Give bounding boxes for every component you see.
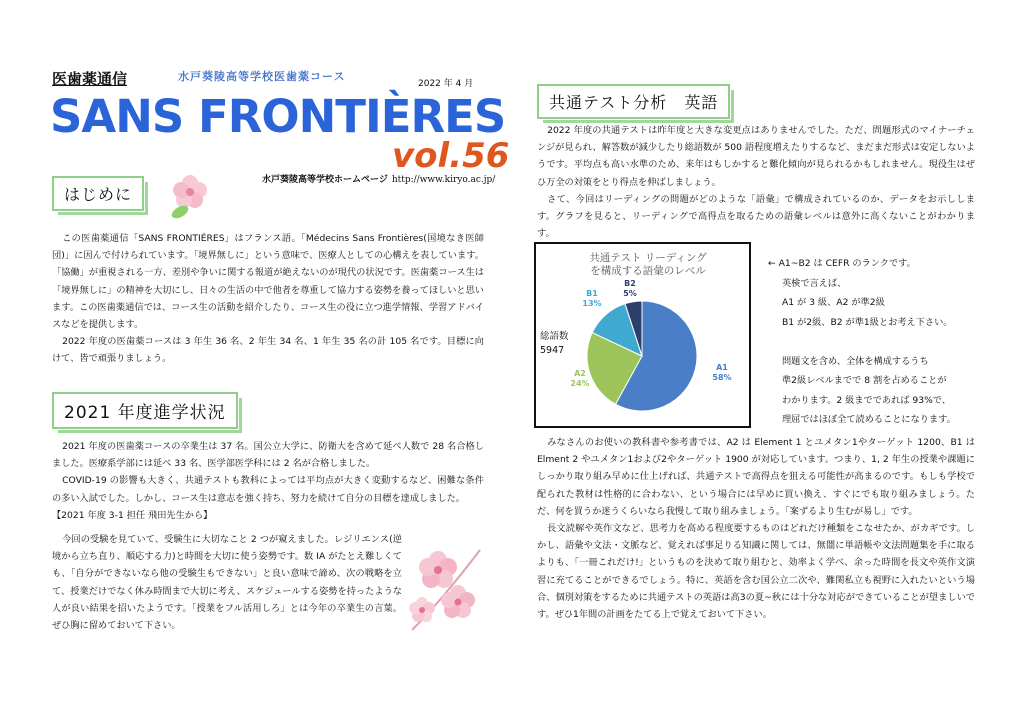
slice-name-b2: B2 — [624, 279, 636, 288]
results-paragraph-2: COVID-19 の影響も大きく、共通テストも教科によっては平均点が大きく変動するなど、困難な条件の多い入試でした。しかし、コース生は意志を強く持ち、努力を続けて自分の目標を達成しました。 — [52, 475, 484, 504]
masthead-title: SANS FRONTIÈRES — [50, 90, 506, 143]
results-paragraph-1: 2021 年度の医歯薬コースの卒業生は 37 名。国公立大学に、防衛大を含めて延べ人数で 28 名合格しました。医療系学部には延べ 33 名、医学部医学科には 2 名が合格しました。 — [52, 441, 484, 470]
side-note-line: ← A1~B2 は CEFR のランクです。 — [768, 258, 916, 269]
side-note-line: 理屈ではほぼ全て読めることになります。 — [782, 414, 956, 425]
slice-name-a1: A1 — [716, 363, 728, 372]
english-paragraph-1: 2022 年度の共通テストは昨年度と大きな変更点はありませんでした。ただ、問題形式のマイナーチェンジが見られ、解答数が減少したり総語数が 500 語程度増えたりするなど、まだまだ形式は安定しないようです。平均点も高い水準のため、来年はもしかすると難化傾向が見られるかもしれません。現役生はぜひ万全の対策をとり得点を伸ばしましょう。 — [537, 125, 975, 188]
teacher-text — [52, 531, 402, 634]
results-heading: 2021 年度進学状況 — [52, 392, 238, 429]
english-paragraph-2: さて、今回はリーディングの問題がどのような「語彙」で構成されているのか、データをお示しします。グラフを見ると、リーディングで高得点を取るための語彙レベルは意外に高くないことがわかります。 — [537, 193, 975, 240]
english-intro-text — [537, 122, 975, 242]
slice-percent-b1: 13% — [582, 299, 602, 308]
slice-name-a2: A2 — [574, 369, 586, 378]
english-heading: 共通テスト分析 英語 — [537, 84, 730, 119]
homepage-label: 水戸葵陵高等学校ホームページ — [262, 175, 388, 185]
total-words-label — [540, 330, 569, 358]
cefr-side-note — [768, 254, 978, 430]
side-note-line: A1 が 3 級、A2 が準2級 — [782, 297, 885, 308]
cherry-blossom-branch-icon — [402, 540, 484, 632]
english-paragraph-3: みなさんのお使いの教科書や参考書では、A2 は Element 1 とユメタン1やターゲット 1200、B1 は Elment 2 やユメタン1および2やターゲット 1900 が対応しています。つまり、1, 2 年生の授業や課題にしっかり取り組み早めに仕上げれば、共通テストで高得点を狙える可能性が高まるのです。もしも学校で配られた教材は性格的に合わない、という場合には早めに買い換え、すぐにでも取り組みましょう。ただ、何を買うか迷うくらいなら我慢して取り組みましょう。「案ずるより生むが易し」です。 — [537, 437, 975, 517]
slice-name-b1: B1 — [586, 289, 598, 298]
teacher-heading: 【2021 年度 3-1 担任 飛田先生から】 — [52, 509, 213, 521]
total-words-caption: 総語数 — [540, 331, 569, 342]
homepage-line — [262, 172, 495, 185]
results-text — [52, 438, 484, 524]
chart-title: 共通テスト リーディングを構成する語彙のレベル — [589, 252, 707, 277]
newsletter-kanji-title: 医歯薬通信 — [52, 70, 128, 88]
side-note-line: わかります。2 級までであれば 93%で、 — [782, 394, 951, 406]
teacher-paragraph: 今回の受験を見ていて、受験生に大切なこと 2 つが窺えました。レジリエンス(逆境から立ち直り、順応する力)と時間を大切に使う姿勢です。数 IA がたとえ難しくても、「自分ができないなら他の受験生もできない」と良い意味で諦め、次の戦略を立て、授業だけでなく休み時間まで大切に考え、スケジュールする姿勢を持ったような人が良い結果を招いたようです。「授業をフル活用しろ」とは今年の卒業生の言葉。ぜひ胸に留めておいて下さい。 — [52, 534, 402, 632]
intro-paragraph-2: 2022 年度の医歯薬コースは 3 年生 36 名、2 年生 34 名、1 年生 35 名の計 105 名です。目標に向けて、皆で頑張りましょう。 — [52, 336, 484, 365]
side-note-line: 準2級レベルまでで 8 割を占めることが — [782, 375, 947, 386]
slice-percent-b2: 5% — [623, 289, 637, 298]
volume-number: vol.56 — [392, 136, 510, 176]
intro-heading: はじめに — [52, 176, 144, 211]
side-note-line — [768, 332, 978, 352]
school-course-name: 水戸葵陵高等学校医歯薬コース — [178, 70, 346, 83]
intro-text — [52, 230, 484, 368]
homepage-url[interactable]: http://www.kiryo.ac.jp/ — [391, 175, 496, 185]
slice-percent-a1: 58% — [712, 373, 732, 382]
cherry-blossom-icon — [166, 172, 212, 220]
vocab-level-chart — [534, 242, 751, 428]
side-note-line: 英検で言えば、 — [782, 277, 847, 289]
english-advice-text — [537, 434, 975, 623]
issue-date: 2022 年 4 月 — [418, 79, 474, 89]
total-words-value: 5947 — [540, 345, 565, 356]
side-note-line: B1 が2級、B2 が準1級とお考え下さい。 — [782, 316, 953, 328]
english-paragraph-4: 長文読解や英作文など、思考力を高める程度要するものはどれだけ種類をこなせたか、がカギです。しかし、語彙や文法・文脈など、覚えれば事足りる知識に関しては、無闇に単語帳や文法問題集を手に取るよりも、「一冊これだけ!」というものを決めて取り組むと、効率よく学べ、余った時間を長文や英作文演習に充てることができるでしょう。特に、英語を含む国公立二次や、難関私立も視野に入れたいという場合、個別対策をするために共通テストの英語は高3の夏~秋には十分な対応ができていることが望ましいです。ぜひ1年間の計画をたてる上で覚えておいて下さい。 — [537, 523, 975, 621]
side-note-line: 問題文を含め、全体を構成するうち — [782, 355, 929, 367]
intro-paragraph-1: この医歯薬通信「SANS FRONTIÉRES」はフランス語。「Médecins Sans Frontières(国境なき医師団)」に因んで付けられています。「境界無しに」という意味で、医療人としての心構えを表しています。「協働」が重視される一方、差別や争いに関する報道が絶えないのが現代の状況です。医歯薬コース生は「境界無しに」の精神を大切にし、日々の生活の中で他者を尊重して協力する姿勢を養ってほしいと思います。この医歯薬通信では、コース生の活動を紹介したり、コース生の役に立つ進学情報、学習アドバイスなどを提供します。 — [52, 233, 484, 331]
slice-percent-a2: 24% — [570, 379, 590, 388]
